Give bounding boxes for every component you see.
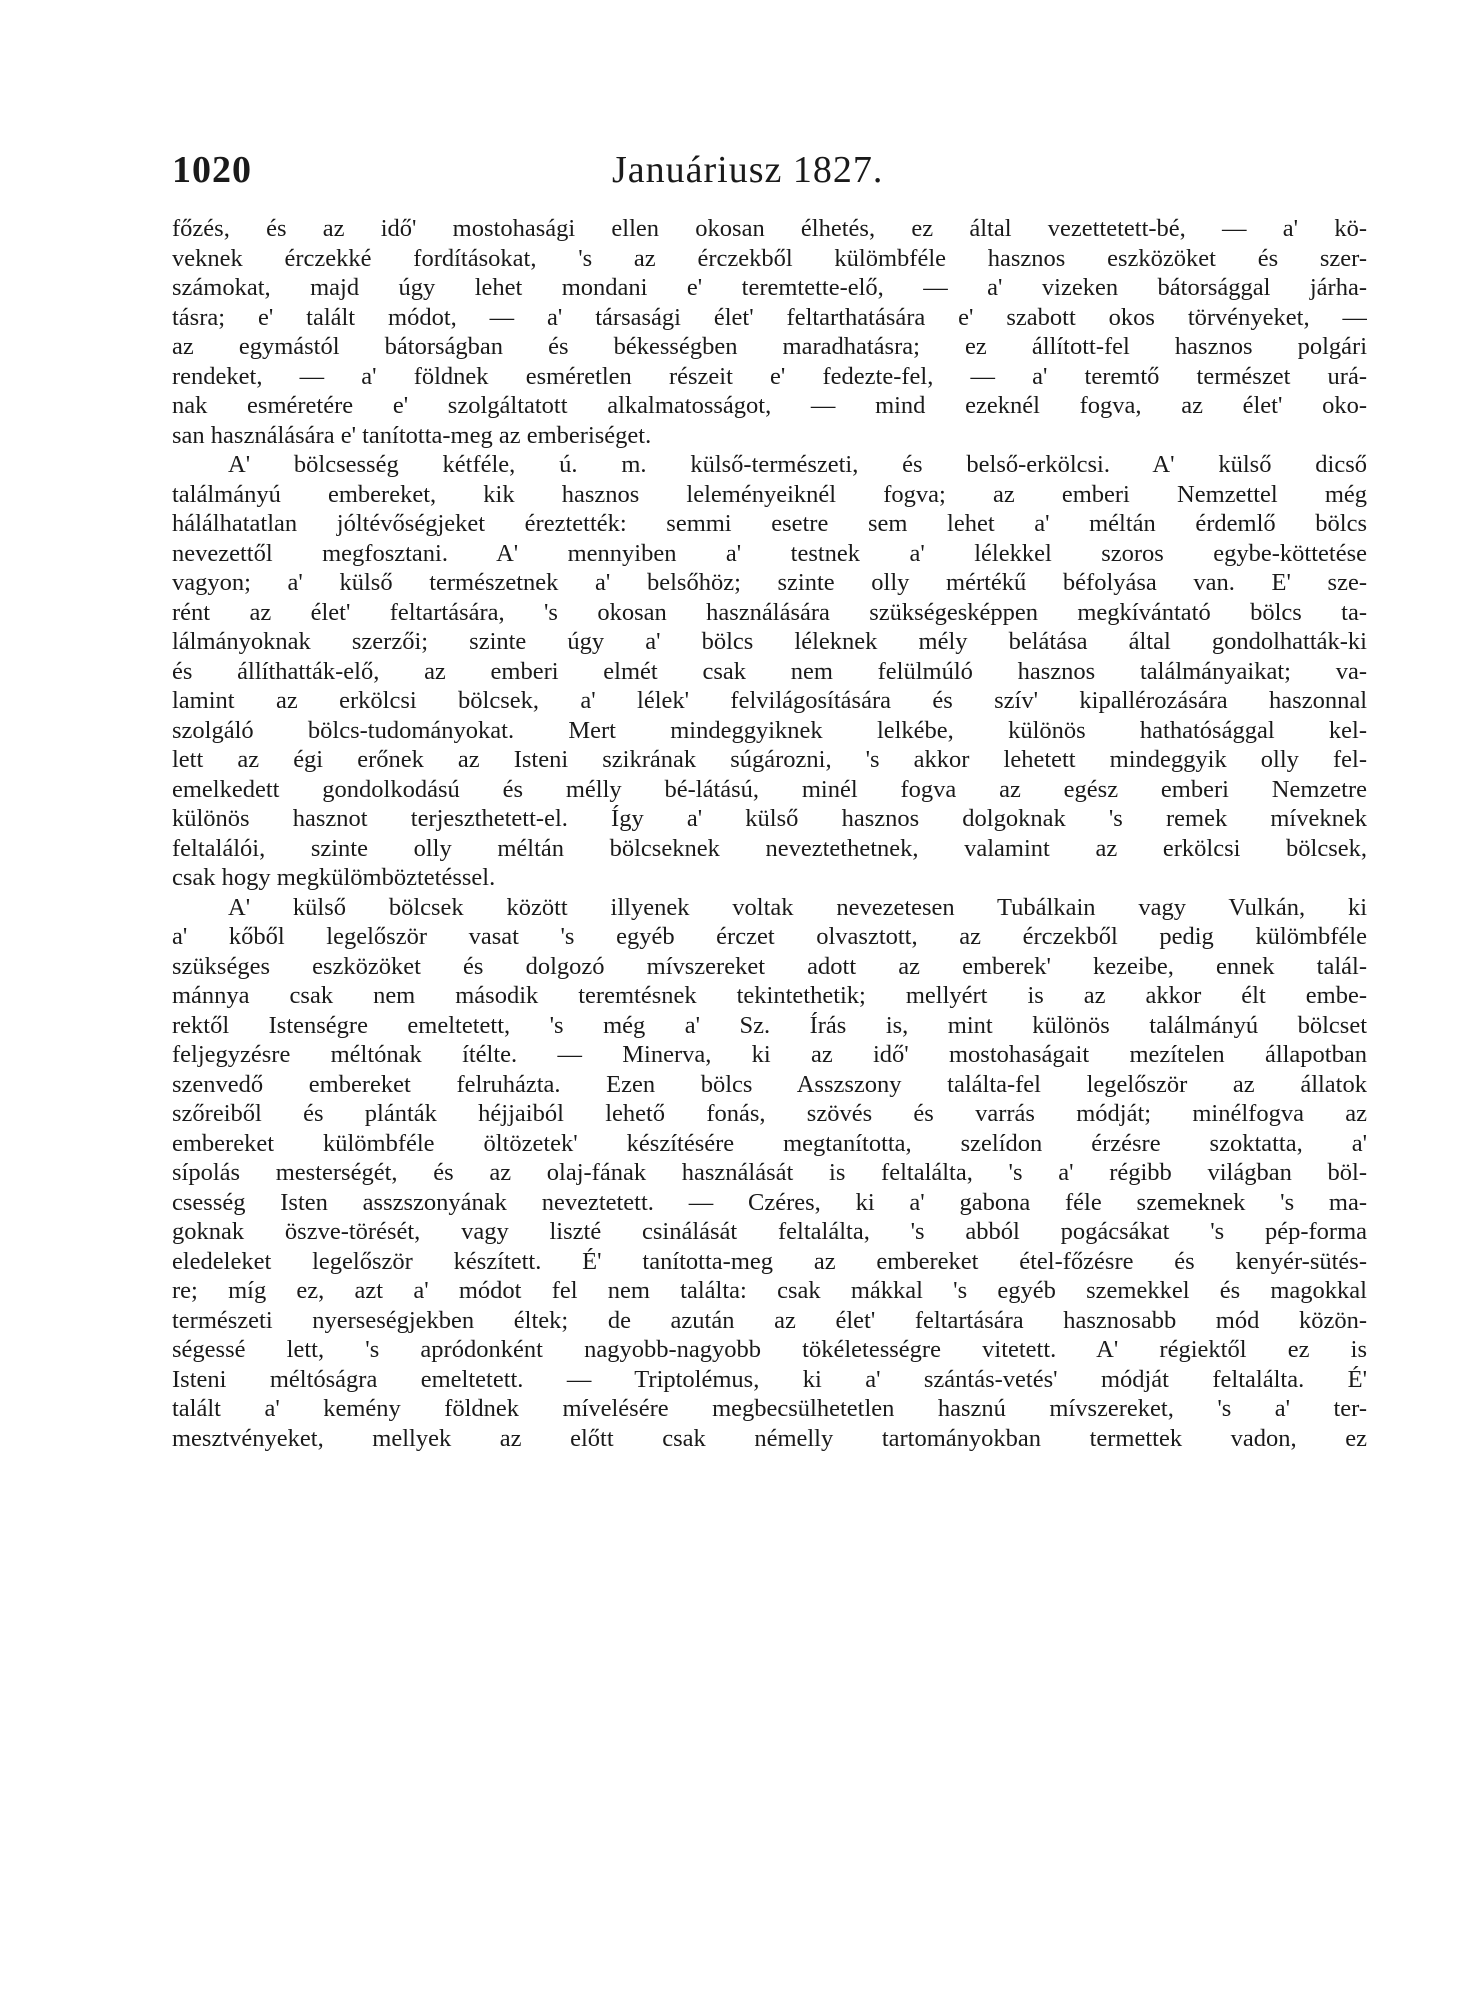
page-number: 1020 — [172, 149, 252, 191]
text-line: csesség Isten asszszonyának neveztetett. — Czéres, ki a' gabona féle szemeknek 's ma- — [172, 1188, 1367, 1216]
text-line: tásra; e' talált módot, — a' társasági élet' feltarthatására e' szabott okos törvényeket, — — [172, 303, 1367, 331]
paragraph-2 — [172, 450, 1367, 893]
text-line: találmányú embereket, kik hasznos leleményeiknél fogva; az emberi Nemzettel még — [172, 480, 1367, 508]
text-line: rektől Istenségre emeltetett, 's még a' Sz. Írás is, mint különös találmányú bölcset — [172, 1011, 1367, 1039]
text-line: talált a' kemény földnek mívelésére megbecsülhetetlen hasznú mívszereket, 's a' ter- — [172, 1395, 1367, 1422]
text-line: emelkedett gondolkodású és mélly bé-látású, minél fogva az egész emberi Nemzetre — [172, 775, 1367, 803]
text-line: goknak öszve-törését, vagy liszté csinálását feltalálta, 's abból pogácsákat 's pép-forma — [172, 1218, 1367, 1245]
text-line: szenvedő embereket felruházta. Ezen bölcs Asszszony találta-fel legelőször az állatok — [172, 1070, 1367, 1098]
text-line: hálálhatatlan jóltévőségjeket éreztették: semmi esetre sem lehet a' méltán érdemlő bölcs — [172, 510, 1367, 537]
text-line: san használására e' tanította-meg az emberiséget. — [172, 421, 652, 449]
text-line: rént az élet' feltartására, 's okosan használására szükségesképpen megkívántató bölcs ta- — [172, 598, 1367, 626]
text-line: feltalálói, szinte olly méltán bölcseknek neveztethetnek, valamint az erkölcsi bölcsek, — [172, 834, 1367, 862]
text-line: nevezettől megfosztani. A' mennyiben a' testnek a' lélekkel szoros egybe-köttetése — [172, 539, 1367, 567]
page-header — [172, 148, 1367, 198]
text-line: A' külső bölcsek között illyenek voltak nevezetesen Tubálkain vagy Vulkán, ki — [228, 893, 1367, 921]
text-line: embereket külömbféle öltözetek' készítésére megtanította, szelídon érzésre szoktatta, a' — [172, 1129, 1367, 1157]
text-line: feljegyzésre méltónak ítélte. — Minerva, ki az idő' mostohaságait mezítelen állapotban — [172, 1041, 1367, 1068]
text-line: főzés, és az idő' mostohasági ellen okosan élhetés, ez által vezettetett-bé, — a' kö- — [172, 215, 1367, 242]
paragraph-3 — [172, 893, 1367, 1454]
text-line: szükséges eszközöket és dolgozó mívszereket adott az emberek' kezeibe, ennek talál- — [172, 952, 1367, 980]
text-line: Isteni méltóságra emeltetett. — Triptolémus, ki a' szántás-vetés' módját feltalálta. É' — [172, 1365, 1367, 1393]
text-line: sípolás mesterségét, és az olaj-fának használását is feltalálta, 's a' régibb világban böl- — [172, 1159, 1367, 1186]
text-line: mesztvényeket, mellyek az előtt csak némelly tartományokban termettek vadon, ez — [172, 1424, 1367, 1452]
text-line: lamint az erkölcsi bölcsek, a' lélek' felvilágosítására és szív' kipallérozására haszonnal — [172, 687, 1367, 714]
text-line: szolgáló bölcs-tudományokat. Mert mindeggyiknek lelkébe, különös hathatósággal kel- — [172, 716, 1367, 744]
text-line: mánnya csak nem második teremtésnek tekintethetik; mellyért is az akkor élt embe- — [172, 982, 1367, 1009]
body-text — [172, 214, 1367, 1453]
text-line: természeti nyerseségjekben éltek; de azután az élet' feltartására hasznosabb mód közön- — [172, 1306, 1367, 1334]
text-line: a' kőből legelőször vasat 's egyéb érczet olvasztott, az érczekből pedig külömbféle — [172, 923, 1367, 950]
text-line: vagyon; a' külső természetnek a' belsőhöz; szinte olly mértékű béfolyása van. E' sze- — [172, 569, 1367, 596]
paragraph-1 — [172, 214, 1367, 450]
text-line: számokat, majd úgy lehet mondani e' teremtette-elő, — a' vizeken bátorsággal járha- — [172, 274, 1367, 301]
text-line: és állíthatták-elő, az emberi elmét csak nem felülmúló hasznos találmányaikat; va- — [172, 657, 1367, 685]
text-line: csak hogy megkülömböztetéssel. — [172, 864, 496, 891]
text-line: lett az égi erőnek az Isteni szikrának súgározni, 's akkor lehetett mindeggyik olly fel- — [172, 746, 1367, 773]
text-line: nak esméretére e' szolgáltatott alkalmatosságot, — mind ezeknél fogva, az élet' oko- — [172, 392, 1367, 419]
text-line: az egymástól bátorságban és békességben maradhatásra; ez állított-fel hasznos polgári — [172, 333, 1367, 360]
text-line: re; míg ez, azt a' módot fel nem találta: csak mákkal 's egyéb szemekkel és magokkal — [172, 1277, 1367, 1304]
text-line: rendeket, — a' földnek esméretlen részeit e' fedezte-fel, — a' teremtő természet urá- — [172, 362, 1367, 390]
text-line: eledeleket legelőször készített. É' tanította-meg az embereket étel-főzésre és kenyér-sütés- — [172, 1247, 1367, 1275]
text-line: ségessé lett, 's apródonként nagyobb-nagyobb tökéletességre vitetett. A' régiektől ez is — [172, 1336, 1367, 1363]
text-line: szőreiből és plánták héjjaiból lehető fonás, szövés és varrás módját; minélfogva az — [172, 1100, 1367, 1127]
text-line: veknek érczekké fordításokat, 's az érczekből külömbféle hasznos eszközöket és szer- — [172, 244, 1367, 272]
text-line: lálmányoknak szerzői; szinte úgy a' bölcs léleknek mély belátása által gondolhatták-ki — [172, 628, 1367, 655]
text-line: A' bölcsesség kétféle, ú. m. külső-természeti, és belső-erkölcsi. A' külső dicső — [228, 451, 1367, 478]
text-line: különös hasznot terjeszthetett-el. Így a' külső hasznos dolgoknak 's remek míveknek — [172, 805, 1367, 832]
running-title: Januáriusz 1827. — [612, 149, 884, 191]
